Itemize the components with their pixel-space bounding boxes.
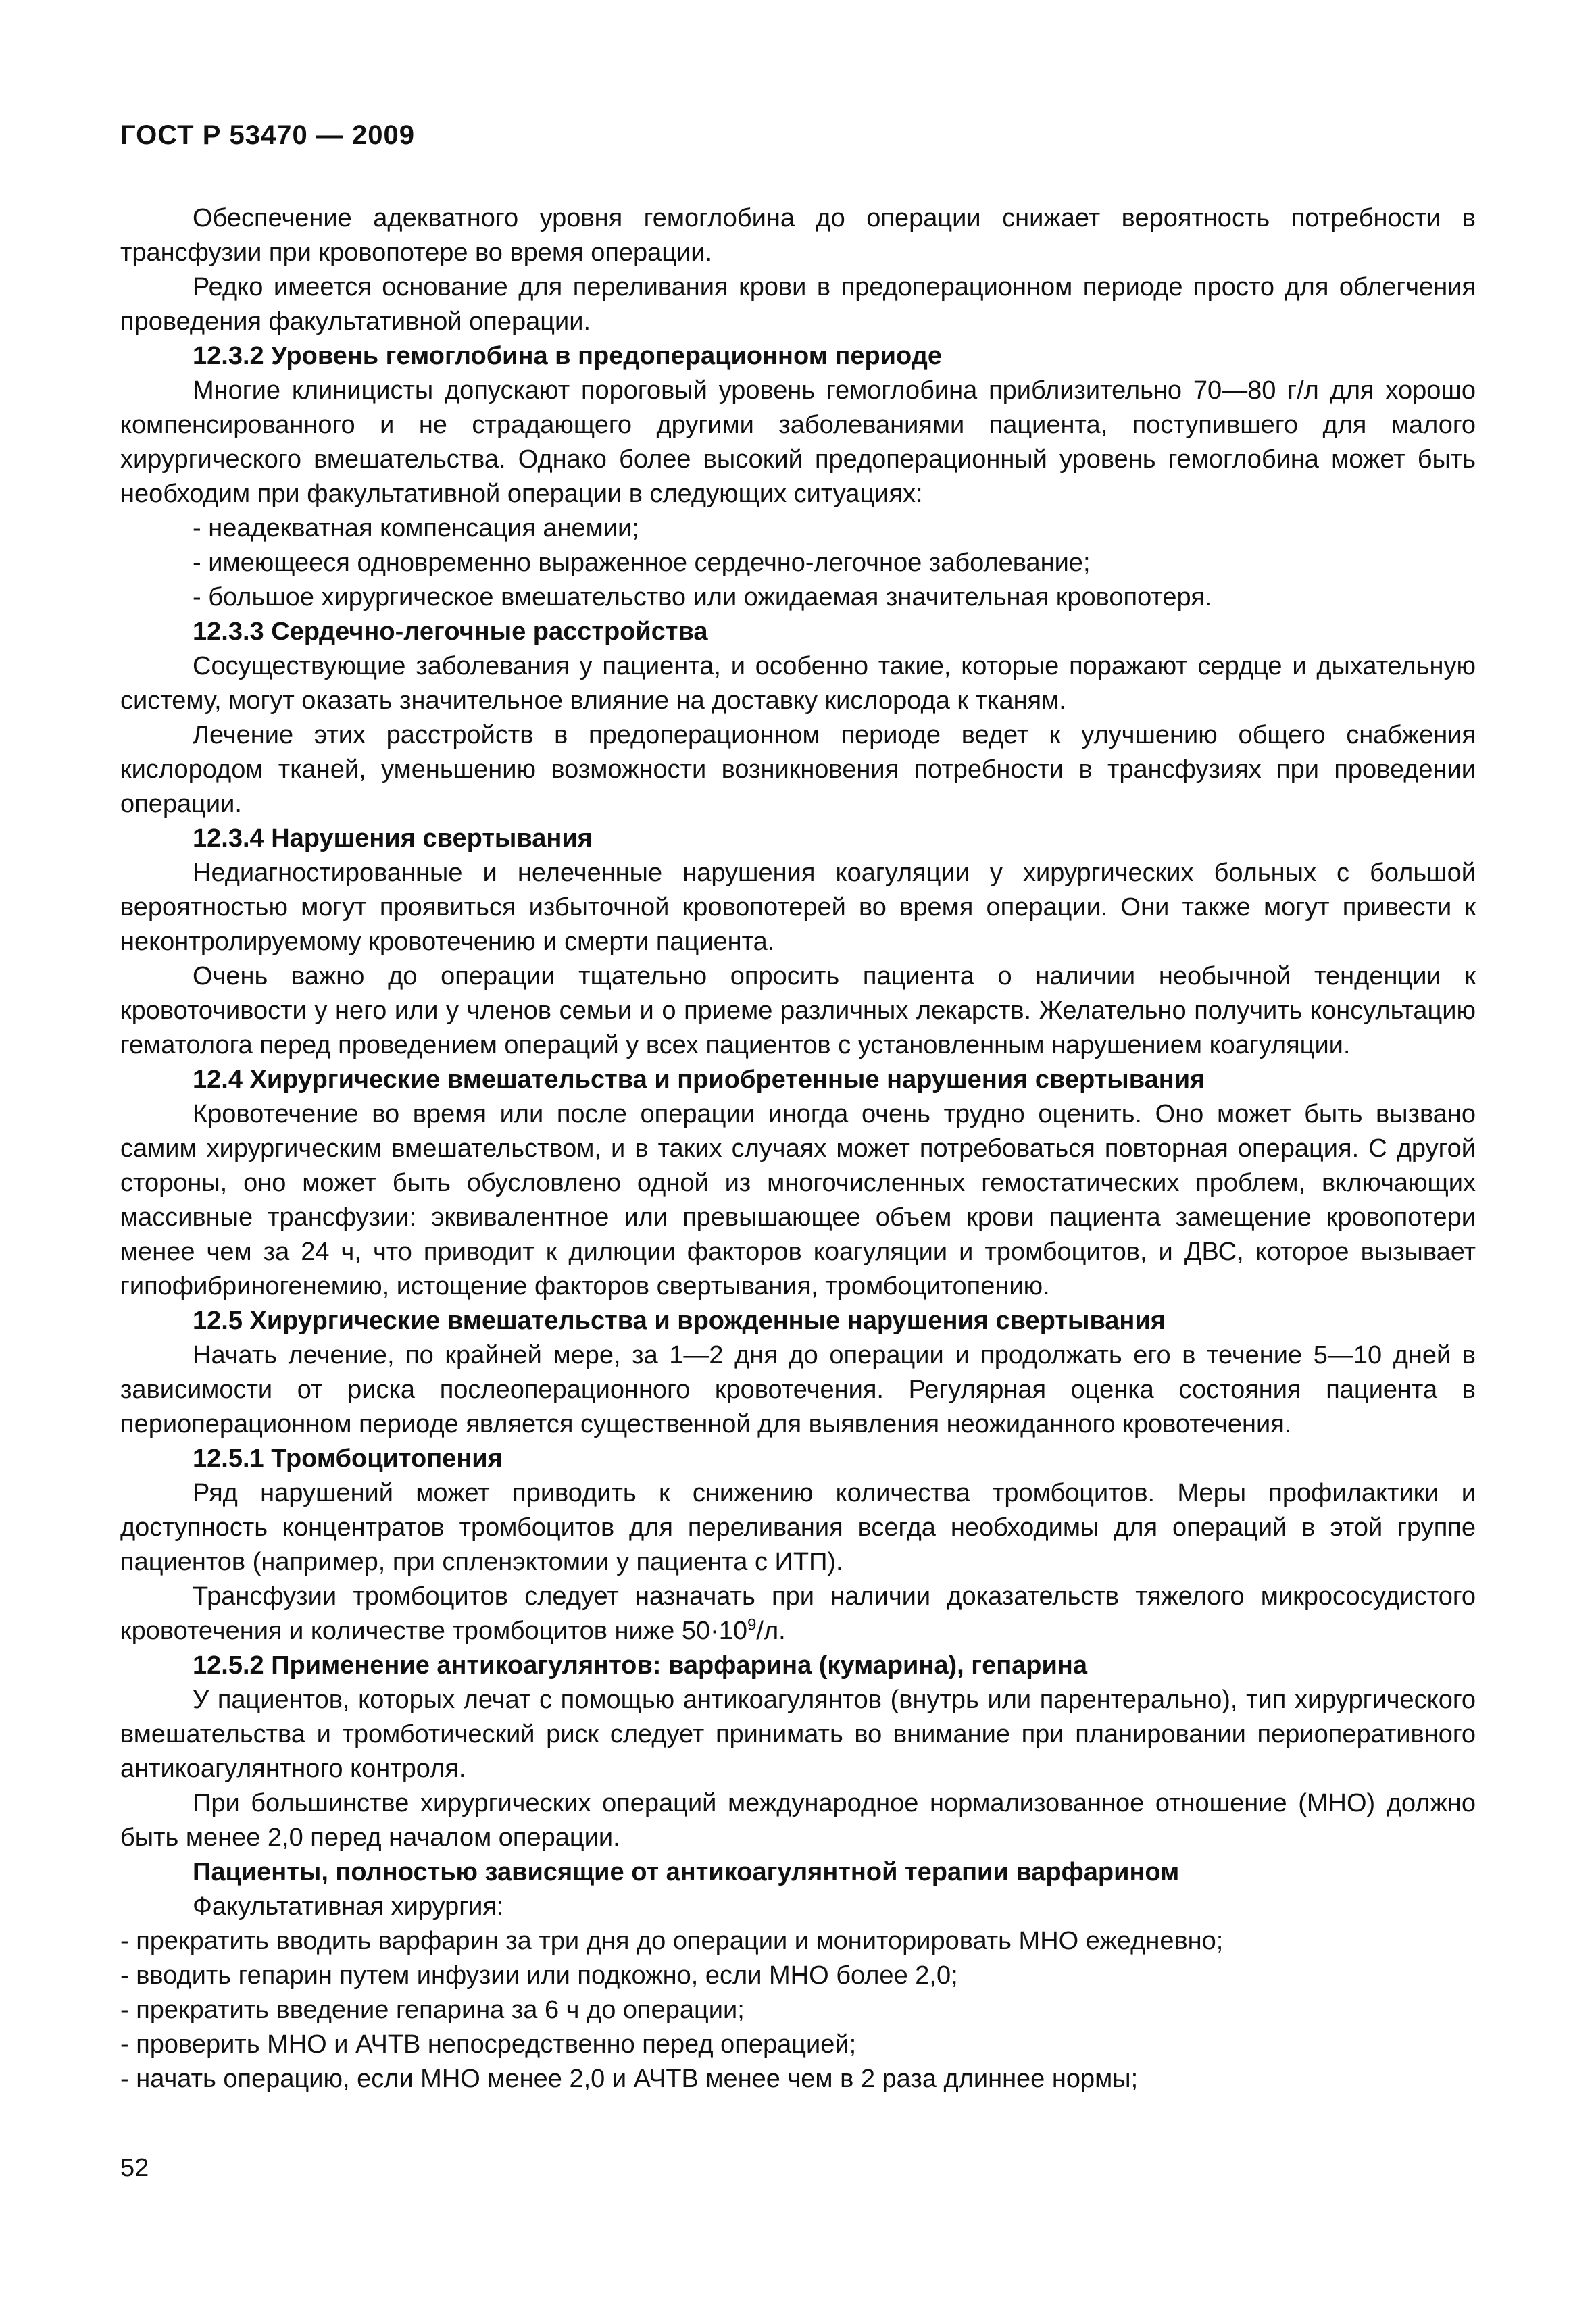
paragraph: Сосуществующие заболевания у пациента, и особенно такие, которые поражают сердце и дыхательную систему, могут оказать значительное влияние на доставку кислорода к тканям. — [120, 652, 1476, 715]
section-heading: 12.3.3 Сердечно-легочные расстройства — [193, 618, 708, 646]
section-heading: Пациенты, полностью зависящие от антикоагулянтной терапии варфарином — [193, 1858, 1180, 1886]
section-heading: 12.3.4 Нарушения свертывания — [193, 824, 593, 853]
paragraph: Недиагностированные и нелеченные нарушения коагуляции у хирургических больных с большой вероятностью могут проявиться избыточной кровопотерей во время операции. Они также могут привести к неконтролируемому кровотечению и смерти пациента. — [120, 859, 1476, 956]
paragraph: Начать лечение, по крайней мере, за 1—2 дня до операции и продолжать его в течение 5—10 дней в зависимости от риска послеоперационного кровотечения. Регулярная оценка состояния пациента в периоперационном периоде является существенной для выявления неожиданного кровотечения. — [120, 1341, 1476, 1438]
paragraph: При большинстве хирургических операций международное нормализованное отношение (МНО) должно быть менее 2,0 перед началом операции. — [120, 1789, 1476, 1852]
paragraph-tail: /л. — [756, 1617, 786, 1645]
list-item: - имеющееся одновременно выраженное сердечно-легочное заболевание; — [193, 549, 1091, 577]
paragraph: Ряд нарушений может приводить к снижению количества тромбоцитов. Меры профилактики и доступность концентратов тромбоцитов для переливания всегда необходимы для операций в этой группе пациентов (например, при спленэктомии у пациента с ИТП). — [120, 1479, 1476, 1576]
paragraph: Кровотечение во время или после операции иногда очень трудно оценить. Оно может быть вызвано самим хирургическим вмешательством, и в таких случаях может потребоваться повторная операция. С другой стороны, оно может быть обусловлено одной из многочисленных гемостатических проблем, включающих массивные трансфузии: эквивалентное или превышающее объем крови пациента замещение кровопотери менее чем за 24 ч, что приводит к дилюции факторов коагуляции и тромбоцитов, и ДВС, которое вызывает гипофибриногенемию, истощение факторов свертывания, тромбоцитопению. — [120, 1100, 1476, 1301]
list-item: - проверить МНО и АЧТВ непосредственно перед операцией; — [120, 2030, 857, 2059]
paragraph-text: Трансфузии тромбоцитов следует назначать при наличии доказательств тяжелого микрососудистого кровотечения и количестве тромбоцитов ниже 50·10 — [120, 1582, 1476, 1645]
list-item: - прекратить введение гепарина за 6 ч до операции; — [120, 1996, 745, 2024]
list-item: - большое хирургическое вмешательство или ожидаемая значительная кровопотеря. — [193, 583, 1212, 611]
list-item: - вводить гепарин путем инфузии или подкожно, если МНО более 2,0; — [120, 1961, 958, 1990]
list-item: - прекратить вводить варфарин за три дня до операции и мониторировать МНО ежедневно; — [120, 1927, 1224, 1955]
paragraph: Многие клиницисты допускают пороговый уровень гемоглобина приблизительно 70—80 г/л для хорошо компенсированного и не страдающего другими заболеваниями пациента, поступившего для малого хирургического вмешательства. Однако более высокий предоперационный уровень гемоглобина может быть необходим при факультативной операции в следующих ситуациях: — [120, 376, 1476, 508]
paragraph: У пациентов, которых лечат с помощью антикоагулянтов (внутрь или парентерально), тип хирургического вмешательства и тромботический риск следует принимать во внимание при планировании периоперативного антикоагулянтного контроля. — [120, 1686, 1476, 1783]
list-item: - неадекватная компенсация анемии; — [193, 514, 639, 543]
paragraph: Редко имеется основание для переливания крови в предоперационном периоде просто для облегчения проведения факультативной операции. — [120, 273, 1476, 336]
superscript-exponent: 9 — [747, 1615, 757, 1634]
section-heading: 12.5 Хирургические вмешательства и врожденные нарушения свертывания — [193, 1307, 1166, 1335]
paragraph: Факультативная хирургия: — [193, 1892, 504, 1921]
section-heading: 12.3.2 Уровень гемоглобина в предоперационном периоде — [193, 342, 942, 370]
page-number: 52 — [120, 2154, 149, 2182]
section-heading: 12.4 Хирургические вмешательства и приобретенные нарушения свертывания — [193, 1065, 1205, 1094]
paragraph: Очень важно до операции тщательно опросить пациента о наличии необычной тенденции к кровоточивости у него или у членов семьи и о приеме различных лекарств. Желательно получить консультацию гематолога перед проведением операций у всех пациентов с установленным нарушением коагуляции. — [120, 962, 1476, 1059]
list-item: - начать операцию, если МНО менее 2,0 и АЧТВ менее чем в 2 раза длиннее нормы; — [120, 2065, 1139, 2093]
paragraph: Лечение этих расстройств в предоперационном периоде ведет к улучшению общего снабжения кислородом тканей, уменьшению возможности возникновения потребности в трансфузиях при проведении операции. — [120, 721, 1476, 818]
document-body — [120, 201, 1476, 2096]
section-heading: 12.5.2 Применение антикоагулянтов: варфарина (кумарина), гепарина — [193, 1651, 1087, 1680]
paragraph — [120, 1580, 1476, 1649]
section-heading: 12.5.1 Тромбоцитопения — [193, 1444, 503, 1473]
page-header: ГОСТ Р 53470 — 2009 — [120, 120, 415, 150]
paragraph: Обеспечение адекватного уровня гемоглобина до операции снижает вероятность потребности в трансфузии при кровопотере во время операции. — [120, 204, 1476, 267]
